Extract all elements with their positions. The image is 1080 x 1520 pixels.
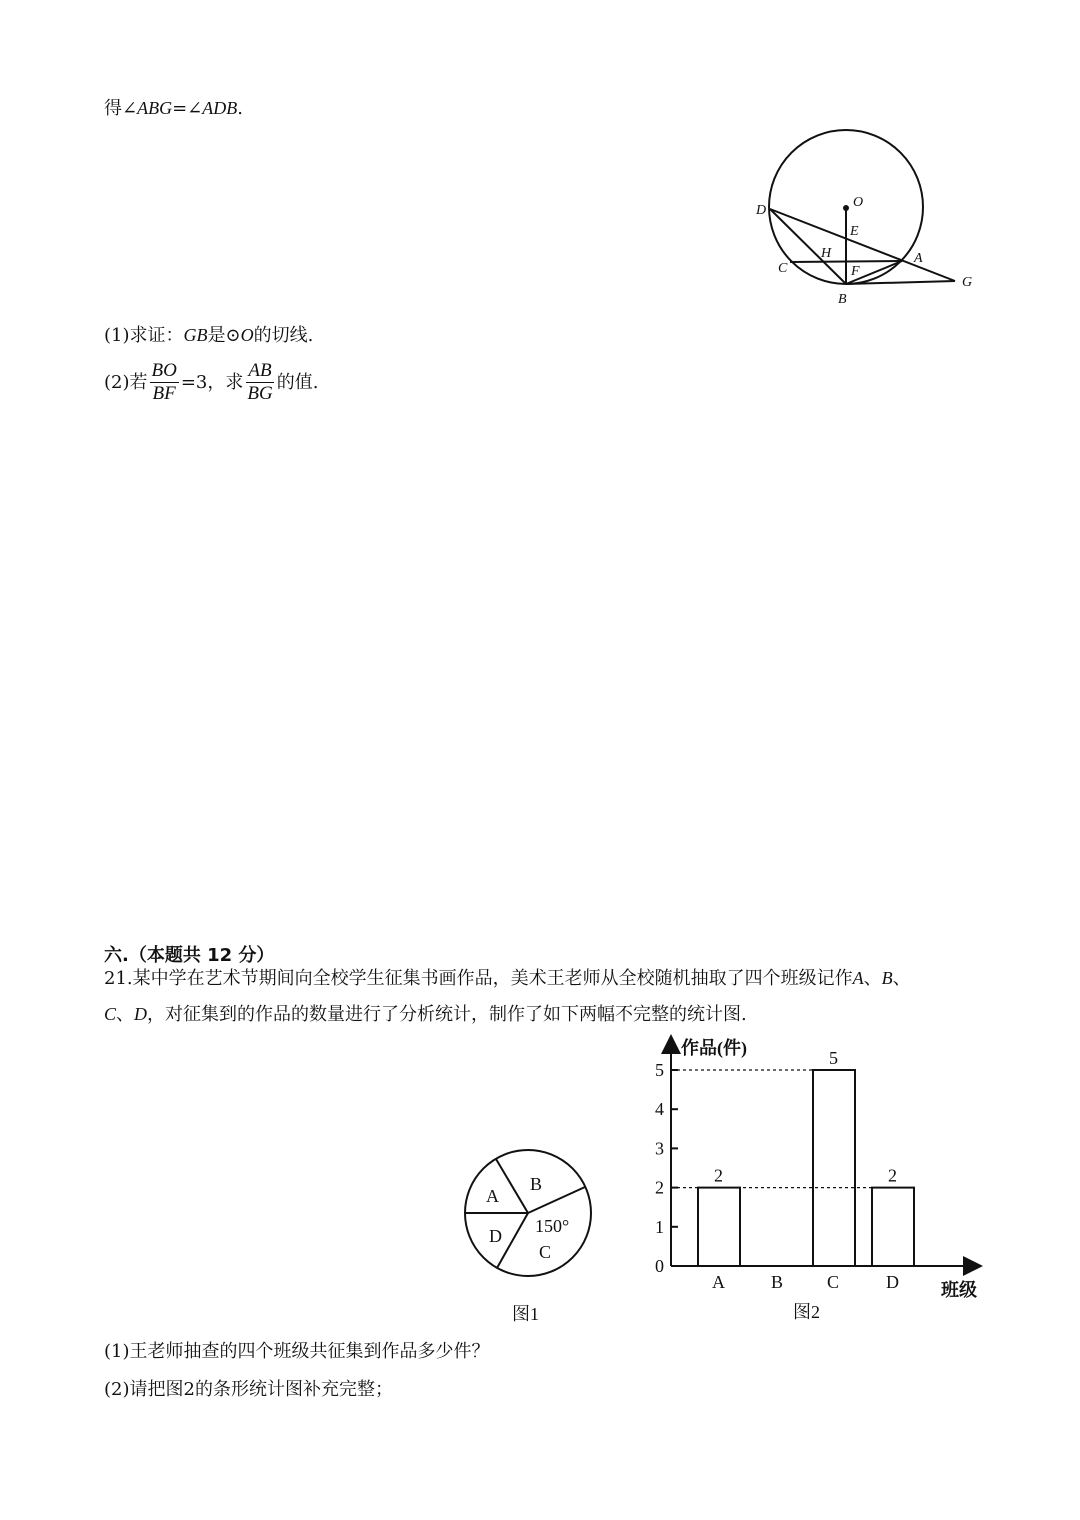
pie-label-a: A: [486, 1186, 499, 1206]
fraction-numerator-bo: BO: [151, 360, 177, 381]
top-line-end: .: [237, 98, 243, 119]
x-tick-label-D: D: [886, 1272, 899, 1292]
q21-sep3: 、: [116, 1004, 135, 1025]
pie-label-c: C: [539, 1242, 552, 1262]
angle-adb: ADB: [202, 98, 238, 118]
q21-class-a: A: [852, 968, 864, 988]
pie-figure: [455, 1145, 605, 1330]
q21-sep2: 、: [892, 968, 911, 989]
x-tick-label-B: B: [771, 1272, 784, 1292]
fraction-ab-bg: [245, 360, 274, 405]
pie-label-b: B: [530, 1174, 543, 1194]
q20-part2-tail: 的值.: [276, 371, 319, 393]
segment-dg: [770, 209, 955, 281]
q21-class-b: B: [881, 968, 893, 988]
fraction-bo-bf: [150, 360, 179, 405]
q21-intro: 21.某中学在艺术节期间向全校学生征集书画作品，美术王老师从全校随机抽取了四个班级记作: [104, 968, 853, 989]
q21-sub1: [104, 1340, 490, 1364]
q20-part1-text3: 的切线.: [253, 325, 314, 346]
pie-label-angle: 150°: [535, 1216, 570, 1236]
q21-sep1: 、: [863, 968, 882, 989]
q21-line2: [104, 1002, 747, 1027]
data-label-D: 2: [888, 1165, 897, 1186]
label-g: G: [962, 275, 973, 290]
label-b: B: [838, 292, 847, 307]
point-o: [843, 205, 849, 211]
circle-geometry-figure: [740, 120, 990, 315]
x-tick-label-A: A: [712, 1272, 725, 1292]
pie-caption: 图1: [512, 1304, 539, 1324]
q20-part2-eq: =3，求: [180, 371, 244, 393]
q21-line2-text: ，对征集到的作品的数量进行了分析统计，制作了如下两幅不完整的统计图.: [147, 1004, 747, 1025]
y-tick-label-4: 4: [655, 1099, 664, 1120]
bar-chart: [640, 1030, 1000, 1330]
fraction-denominator-bg: BG: [247, 383, 273, 404]
bar-D: [872, 1188, 914, 1266]
x-axis-label: 班级: [941, 1280, 977, 1300]
y-tick-label-1: 1: [655, 1216, 664, 1237]
label-a: A: [914, 251, 923, 266]
bar-C: [813, 1070, 855, 1266]
bar-A: [698, 1188, 740, 1266]
q21-sub1-text: 王老师抽查的四个班级共征集到作品多少件？: [129, 1341, 490, 1362]
bar-chart-caption: 图2: [793, 1302, 820, 1322]
y-tick-label-2: 2: [655, 1177, 664, 1198]
q20-part1-gb: GB: [183, 325, 208, 345]
pie-divider-a-b: [496, 1159, 528, 1213]
label-c: C: [778, 261, 788, 276]
label-o: O: [853, 195, 864, 210]
q21-class-d: D: [134, 1004, 148, 1024]
data-label-C: 5: [829, 1048, 838, 1068]
y-axis-label: 作品(件): [681, 1038, 747, 1058]
pie-label-d: D: [489, 1226, 502, 1246]
section-title: 六.（本题共 12 分）: [104, 945, 275, 966]
angle-abg: ABG: [137, 98, 173, 118]
y-tick-label-5: 5: [655, 1060, 664, 1080]
q20-part2-ruo: 若: [129, 371, 148, 393]
q20-part1-text: 求证：: [129, 325, 184, 346]
top-line-prefix: 得∠: [104, 98, 138, 119]
x-tick-label-C: C: [827, 1272, 840, 1292]
top-line-eq: =∠: [172, 98, 203, 119]
label-f: F: [851, 264, 860, 279]
y-tick-label-0: 0: [655, 1256, 664, 1276]
data-label-A: 2: [714, 1165, 723, 1186]
q20-part1-text2: 是⊙: [207, 325, 241, 346]
q21-sub2-text: 请把图2的条形统计图补充完整；: [129, 1379, 393, 1400]
q21-sub2: [104, 1378, 393, 1402]
top-line: [104, 96, 243, 121]
label-h: H: [821, 246, 832, 261]
q20-part2-number: (2): [104, 371, 130, 393]
label-d: D: [756, 203, 767, 218]
y-tick-label-3: 3: [655, 1138, 664, 1159]
fraction-denominator-bf: BF: [152, 383, 176, 404]
segment-ca: [790, 261, 902, 262]
q20-part1-number: (1): [104, 325, 130, 346]
label-e: E: [850, 224, 859, 239]
q20-part2: [104, 360, 318, 405]
q21-line1: [104, 966, 911, 991]
q21-class-c: C: [104, 1004, 117, 1024]
q20-part1-o: O: [240, 325, 254, 345]
q21-sub2-number: (2): [104, 1379, 130, 1400]
q20-part1: [104, 323, 313, 348]
q21-sub1-number: (1): [104, 1341, 130, 1362]
fraction-numerator-ab: AB: [248, 360, 272, 381]
